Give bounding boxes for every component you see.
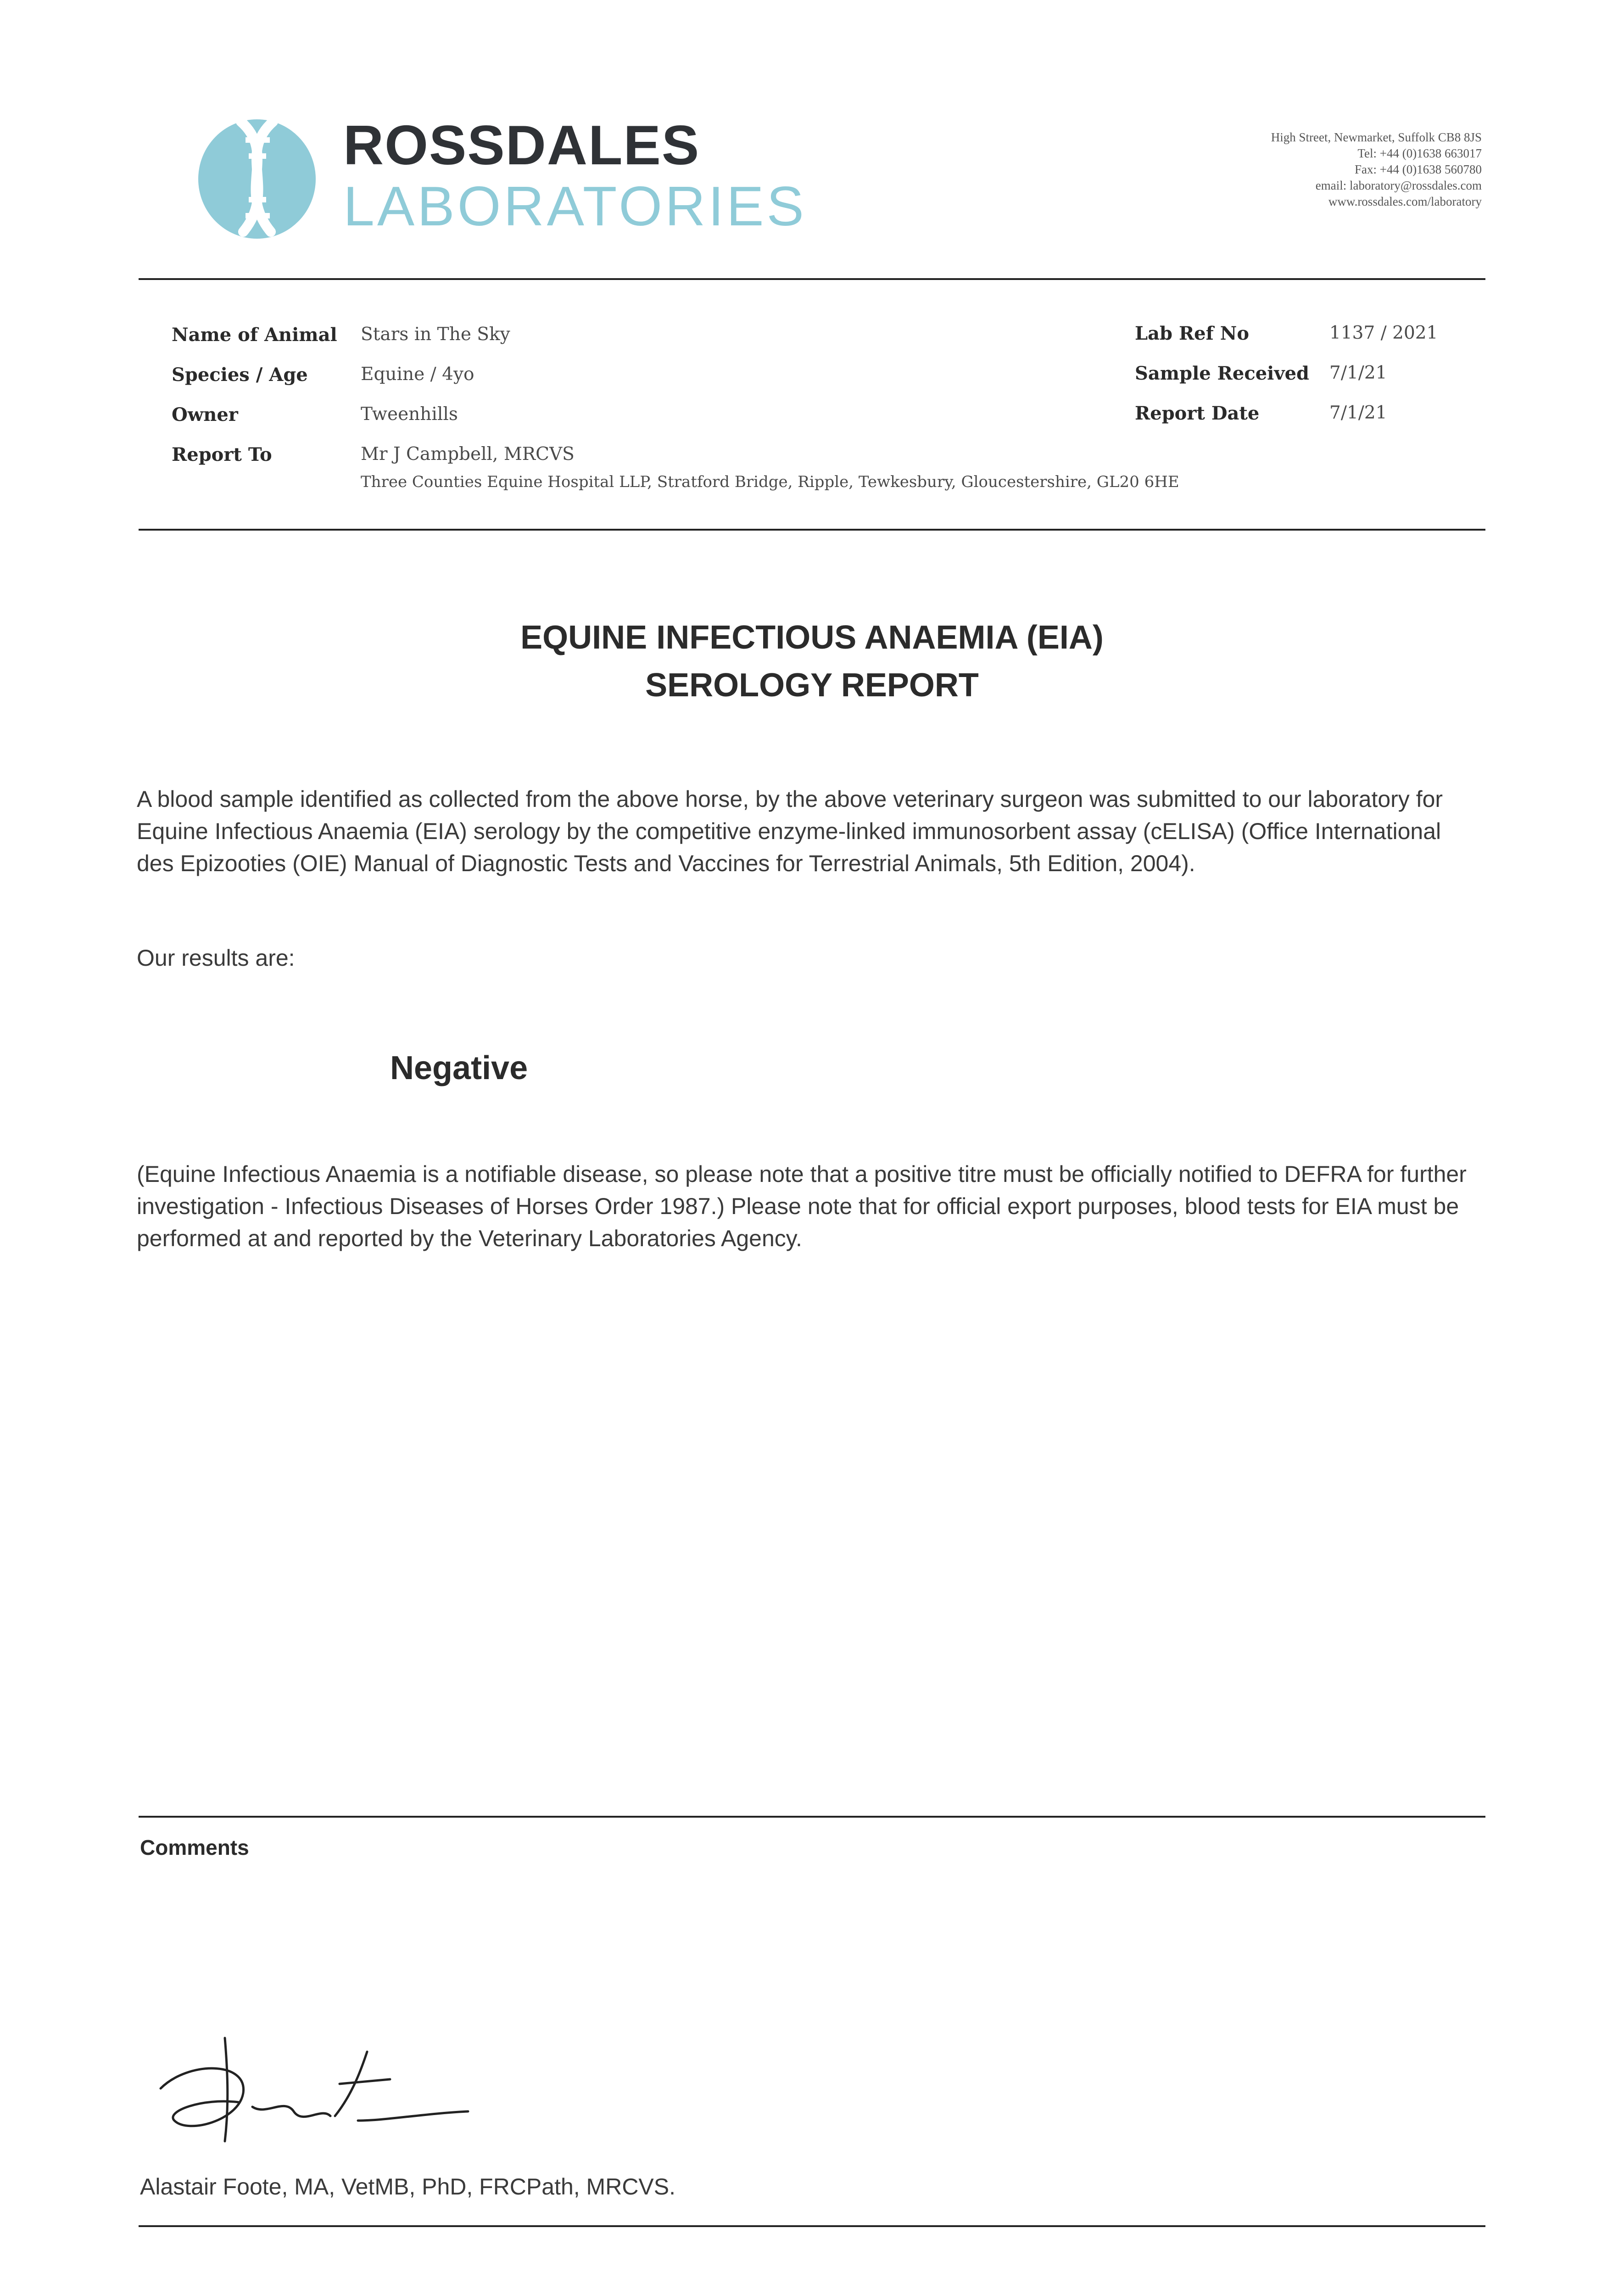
address-line: Tel: +44 (0)1638 663017 [1357,146,1482,160]
dna-helix-circle-icon [197,112,317,241]
brand-subtitle: LABORATORIES [343,175,807,237]
lab-ref-label: Lab Ref No [1135,323,1250,344]
name-value: Stars in The Sky [361,324,510,345]
lab-address [1271,129,1482,210]
address-line: Fax: +44 (0)1638 560780 [1355,162,1482,176]
owner-value: Tweenhills [361,404,458,425]
address-line: email: laboratory@rossdales.com [1315,179,1482,192]
brand-name: ROSSDALES [343,114,700,176]
sample-received-value: 7/1/21 [1329,363,1387,383]
divider [139,529,1485,531]
address-line: www.rossdales.com/laboratory [1328,195,1482,208]
report-to-name: Mr J Campbell, MRCVS [361,444,575,465]
notice-paragraph: (Equine Infectious Anaemia is a notifiable disease, so please note that a positive titre must be officially notified to DEFRA for further investigation - Infectious Diseases of Horses Order 1987.) Please note that for official export purposes, blood tests for EIA must be performed at and reported by the Veterinary Laboratories Agency. [137,1161,1467,1251]
report-date-value: 7/1/21 [1329,403,1387,423]
divider [139,2225,1485,2227]
report-to-address: Three Counties Equine Hospital LLP, Stratford Bridge, Ripple, Tewkesbury, Gloucestershire, GL20 6HE [361,473,1179,491]
signatory-name: Alastair Foote, MA, VetMB, PhD, FRCPath, MRCVS. [140,2174,676,2200]
results-label: Our results are: [137,945,295,971]
divider [139,278,1485,280]
lab-ref-value: 1137 / 2021 [1329,323,1438,343]
report-date-label: Report Date [1135,403,1260,424]
comments-label: Comments [140,1836,249,1859]
owner-label: Owner [172,404,238,425]
name-label: Name of Animal [172,324,337,346]
intro-paragraph: A blood sample identified as collected from the above horse, by the above veterinary surgeon was submitted to our laboratory for Equine Infectious Anaemia (EIA) serology by the competitive enzyme-linked immunosorbent assay (cELISA) (Office International des Epizooties (OIE) Manual of Diagnostic Tests and Vaccines for Terrestrial Animals, 5th Edition, 2004). [137,786,1443,876]
result-value: Negative [390,1050,528,1086]
report-to-label: Report To [172,444,272,465]
divider [139,1816,1485,1818]
signature [147,2029,496,2148]
report-title: EQUINE INFECTIOUS ANAEMIA (EIA) [520,619,1104,656]
species-value: Equine / 4yo [361,364,474,385]
report-subtitle: SEROLOGY REPORT [645,667,979,704]
sample-received-label: Sample Received [1135,363,1310,384]
address-line: High Street, Newmarket, Suffolk CB8 8JS [1271,130,1482,144]
species-label: Species / Age [172,364,308,386]
